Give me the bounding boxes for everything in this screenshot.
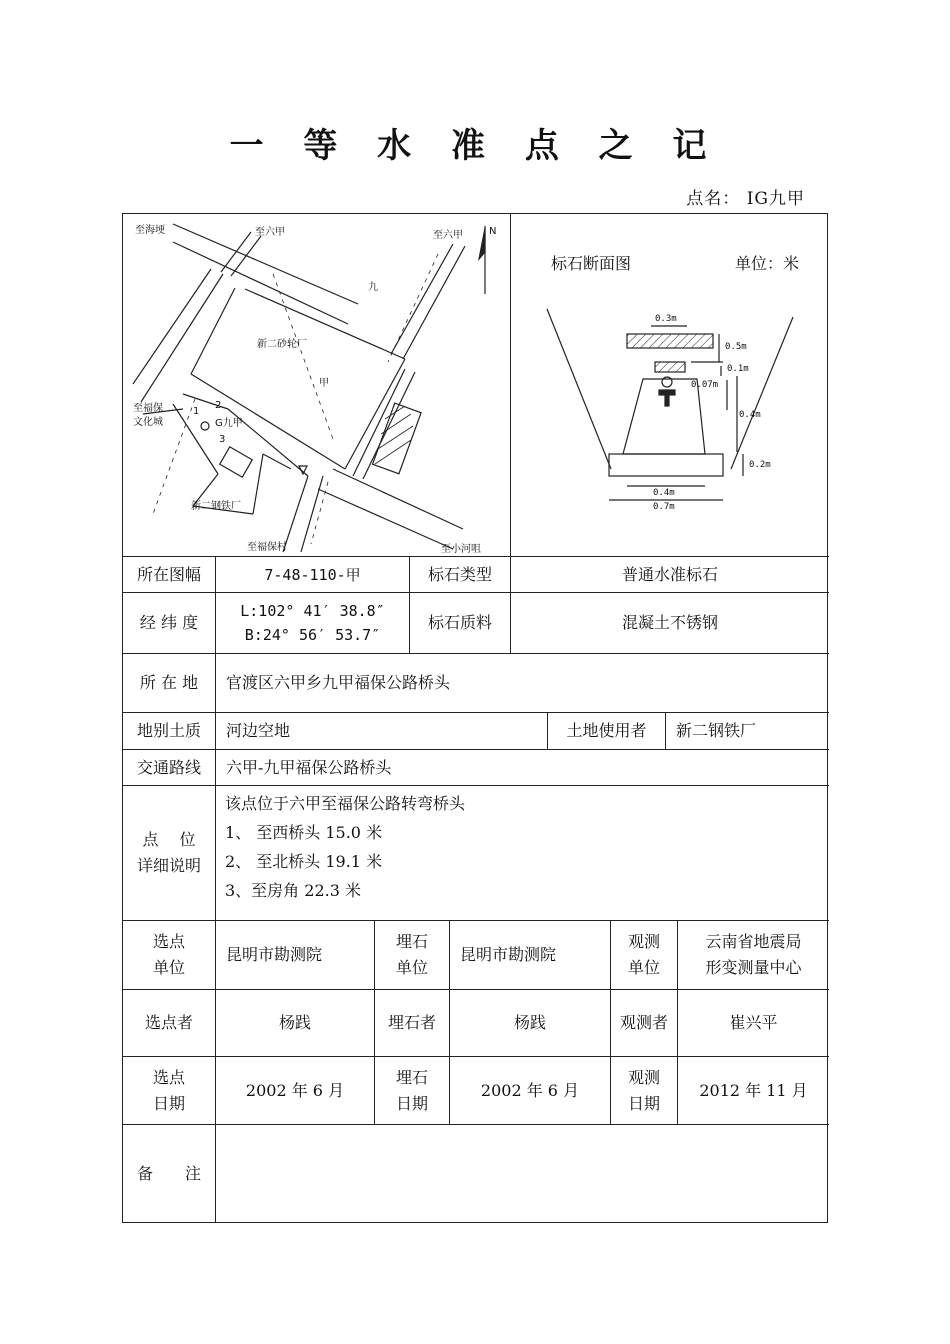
select-date-label-1: 选点: [152, 1067, 185, 1087]
obs-unit-label-1: 观测: [627, 932, 660, 952]
obs-date-label: [611, 1057, 677, 1124]
dim-base-height: 0.2m: [749, 460, 771, 470]
sheet-value: 7-48-110-甲: [264, 565, 361, 584]
bury-date-label: [375, 1057, 449, 1124]
map-label-to-liujia: 至六甲: [255, 227, 285, 238]
obs-unit-value-1: 云南省地震局: [705, 932, 802, 952]
bury-unit-label-1: 埋石: [395, 932, 428, 952]
dim-top-width: 0.3m: [655, 314, 677, 324]
map-label-steel-factory: 新二钢铁厂: [191, 501, 241, 512]
select-unit-label: [123, 921, 215, 989]
dim-base-outer: 0.7m: [653, 502, 675, 512]
dim-base-inner: 0.4m: [653, 488, 675, 498]
map-label-to-xiaohe: 至小河咀: [441, 544, 481, 555]
map-label-to-fubao-culture: 至福保文化城: [133, 403, 163, 428]
obs-unit-value-2: 形变测量中心: [705, 958, 802, 977]
stone-type-value: 普通水准标石: [621, 564, 718, 584]
detail-label: [123, 786, 215, 920]
material-label: 标石质料: [427, 613, 492, 633]
select-unit-label-2: 单位: [152, 958, 185, 977]
obs-unit-label: [611, 921, 677, 989]
sheet-label: 所在图幅: [136, 564, 201, 584]
dim-top-height: 0.5m: [725, 342, 747, 352]
detail-line: 1、 至西桥头 15.0 米: [225, 823, 383, 842]
map-label-sand-factory: 新二砂轮厂: [257, 339, 307, 350]
section-unit: 单位：米: [735, 254, 800, 273]
dim-cap-height: 0.1m: [727, 364, 749, 374]
detail-label-line2: 详细说明: [136, 856, 201, 875]
document-title: 一 等 水 准 点 之 记: [229, 126, 721, 166]
map-marker-3: 3: [219, 434, 226, 445]
bury-date-value: 2002 年 6 月: [480, 1080, 580, 1100]
obs-date-label-1: 观测: [627, 1067, 660, 1087]
north-label: N: [489, 226, 497, 237]
select-date-value: 2002 年 6 月: [245, 1080, 345, 1100]
detail-line: 3、至房角 22.3 米: [225, 881, 361, 900]
dim-body-height: 0.4m: [739, 410, 761, 420]
detail-line: 2、 至北桥头 19.1 米: [225, 852, 383, 871]
selector-label: 选点者: [144, 1013, 193, 1033]
record-table: [122, 213, 828, 1223]
stone-type-label: 标石类型: [427, 564, 492, 584]
select-date-label-2: 日期: [152, 1093, 185, 1113]
latlon-values: [216, 593, 409, 653]
obs-unit-label-2: 单位: [627, 958, 660, 977]
bury-unit-label: [375, 921, 449, 989]
detail-text: [225, 789, 825, 905]
selector-value: 杨践: [278, 1013, 311, 1033]
detail-line: 该点位于六甲至福保公路转弯桥头: [225, 794, 466, 813]
obs-date-value: 2012 年 11 月: [699, 1080, 808, 1100]
dim-knob: 0.07m: [691, 380, 719, 390]
map-label-jia: 甲: [319, 378, 329, 389]
map-point-label: G九甲: [215, 418, 243, 429]
remarks-label: 备 注: [136, 1164, 201, 1184]
section-title: 标石断面图: [551, 254, 632, 273]
observer-value: 崔兴平: [729, 1013, 778, 1033]
bury-unit-value: 昆明市勘测院: [460, 945, 557, 965]
location-label: 所 在 地: [139, 673, 199, 693]
bury-date-label-2: 日期: [395, 1093, 428, 1113]
land-value: 河边空地: [226, 721, 291, 741]
land-user-label: 土地使用者: [566, 721, 647, 741]
select-unit-label-1: 选点: [152, 932, 185, 952]
land-user-value: 新二钢铁厂: [676, 721, 757, 741]
remarks-value: [216, 1125, 829, 1223]
map-label-to-fubao-village: 至福保村: [247, 542, 287, 553]
latlon-label: 经 纬 度: [139, 613, 199, 633]
map-marker-1: 1: [193, 406, 200, 417]
obs-date-label-2: 日期: [627, 1093, 660, 1113]
location-sketch-map: [123, 214, 510, 556]
material-value: 混凝土不锈钢: [621, 613, 718, 633]
observer-label: 观测者: [619, 1013, 668, 1033]
longitude-value: L:102° 41′ 38.8″: [240, 602, 385, 620]
location-value: 官渡区六甲乡九甲福保公路桥头: [226, 673, 451, 693]
point-name: [686, 184, 805, 209]
traffic-value: 六甲-九甲福保公路桥头: [226, 757, 392, 777]
traffic-label: 交通路线: [136, 757, 201, 777]
land-label: 地别土质: [136, 721, 201, 741]
bury-unit-label-2: 单位: [395, 958, 428, 977]
select-date-label: [123, 1057, 215, 1124]
latitude-value: B:24° 56′ 53.7″: [244, 626, 381, 644]
point-name-value: ⅠG九甲: [746, 189, 805, 209]
select-unit-value: 昆明市勘测院: [226, 945, 323, 965]
burier-value: 杨践: [513, 1013, 546, 1033]
burier-label: 埋石者: [387, 1013, 436, 1033]
bury-date-label-1: 埋石: [395, 1067, 428, 1087]
obs-unit-value: [678, 921, 829, 989]
map-label-jiu: 九: [368, 282, 378, 293]
map-label-to-liujia-east: 至六甲: [433, 230, 463, 241]
map-marker-2: 2: [215, 400, 222, 411]
detail-label-line1: 点 位: [142, 830, 196, 850]
point-name-label: 点名：: [686, 189, 741, 209]
map-label-to-haigeng: 至海埂: [135, 225, 165, 236]
